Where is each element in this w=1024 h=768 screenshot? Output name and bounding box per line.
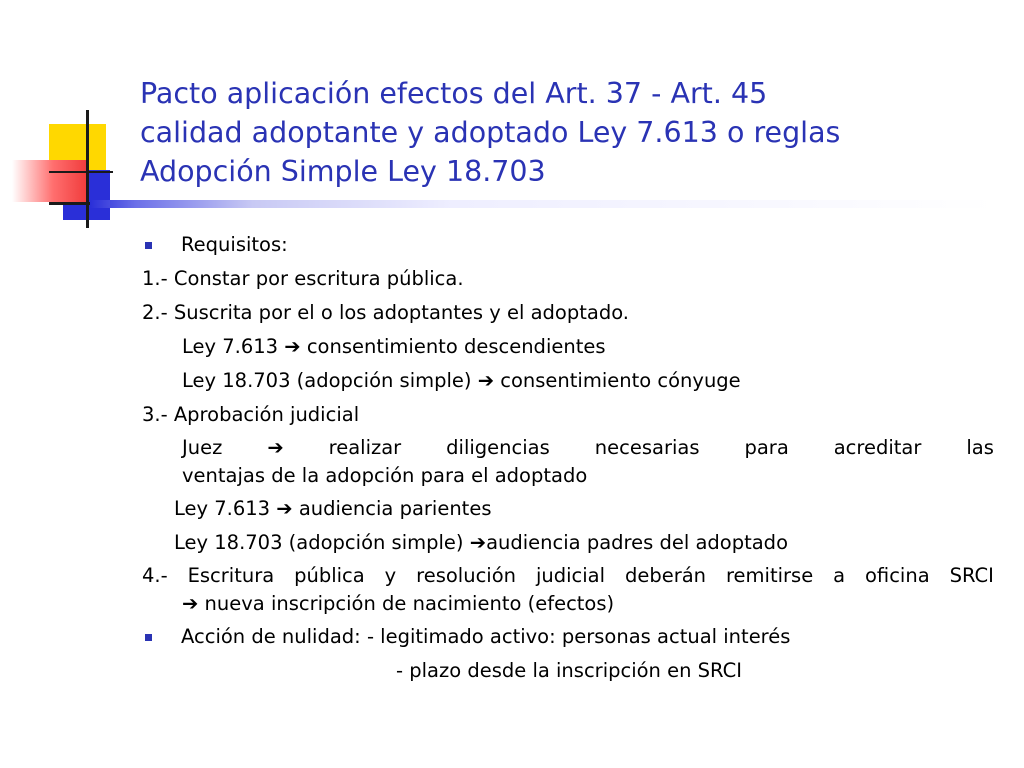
item-4-word: SRCI xyxy=(949,564,994,587)
juez-word: para xyxy=(744,436,789,459)
juez-word: acreditar xyxy=(833,436,922,459)
item-3: 3.- Aprobación judicial xyxy=(142,403,360,426)
juez-word: diligencias xyxy=(446,436,550,459)
title-line: calidad adoptante y adoptado Ley 7.613 o reglas xyxy=(140,116,841,149)
item-4-word: deberán xyxy=(624,564,707,587)
juez-word: necesarias xyxy=(594,436,700,459)
item-1: 1.- Constar por escritura pública. xyxy=(142,267,464,290)
item-3-juez-paragraph xyxy=(142,434,994,490)
item-3-sub-ley-18703: Ley 18.703 (adopción simple) ➔audiencia padres del adoptado xyxy=(174,531,788,554)
item-4-line-1 xyxy=(142,562,994,590)
juez-word: las xyxy=(966,436,994,459)
item-4-word: 4.- xyxy=(142,564,168,587)
bullet-requisitos: Requisitos: xyxy=(142,230,994,260)
decor-horizontal-line xyxy=(49,171,113,173)
item-4-word: resolución xyxy=(416,564,517,587)
item-4-word: oficina xyxy=(865,564,930,587)
title-line: Pacto aplicación efectos del Art. 37 - Art. 45 xyxy=(140,77,768,110)
arrow-icon: ➔ xyxy=(267,436,284,459)
item-4-word: y xyxy=(384,564,397,587)
item-4-paragraph xyxy=(142,562,994,618)
item-4-line-2: ➔ nueva inscripción de nacimiento (efectos) xyxy=(182,592,615,615)
juez-line-2: ventajas de la adopción para el adoptado xyxy=(182,464,588,487)
item-2: 2.- Suscrita por el o los adoptantes y el adoptado. xyxy=(142,301,629,324)
juez-line-1 xyxy=(182,434,994,462)
title-line: Adopción Simple Ley 18.703 xyxy=(140,155,546,188)
juez-word: realizar xyxy=(328,436,402,459)
item-4-word: pública xyxy=(294,564,365,587)
item-3-sub-ley-7613: Ley 7.613 ➔ audiencia parientes xyxy=(174,497,492,520)
decor-red-gradient-bar xyxy=(12,160,87,202)
item-2-sub-ley-7613: Ley 7.613 ➔ consentimiento descendientes xyxy=(182,335,606,358)
item-4-word: judicial xyxy=(535,564,606,587)
item-4-word: remitirse xyxy=(725,564,814,587)
title-underline-rule xyxy=(90,200,995,208)
bullet-accion-nulidad: Acción de nulidad: - legitimado activo: personas actual interés xyxy=(142,622,994,652)
item-4-word: a xyxy=(833,564,846,587)
item-2-sub-ley-18703: Ley 18.703 (adopción simple) ➔ consentimiento cónyuge xyxy=(182,369,741,392)
juez-word: Juez xyxy=(182,436,223,459)
item-4-word: Escritura xyxy=(187,564,275,587)
slide-body xyxy=(142,230,994,690)
nulidad-plazo: - plazo desde la inscripción en SRCI xyxy=(396,659,742,682)
slide-title xyxy=(140,74,1000,191)
decor-vertical-line xyxy=(86,110,89,228)
